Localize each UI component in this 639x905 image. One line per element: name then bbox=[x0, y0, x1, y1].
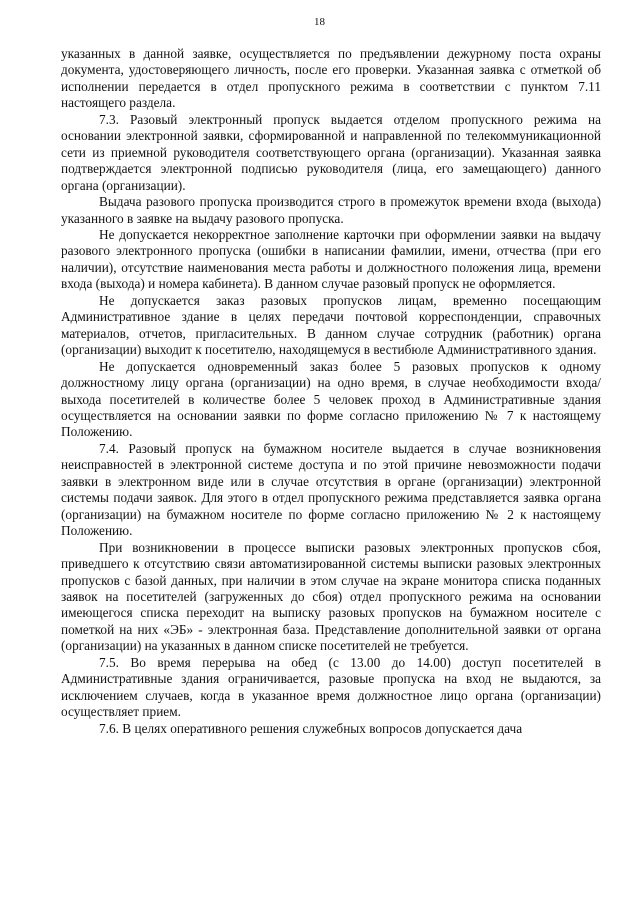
page-number: 18 bbox=[314, 16, 325, 28]
paragraph-7-6: 7.6. В целях оперативного решения служебных вопросов допускается дача bbox=[99, 720, 523, 736]
paragraph-incorrect-card: Не допускается некорректное заполнение карточки при оформлении заявки на выдачу разового электронного пропуска (ошибки в написании фамилии, имени, отчества (при его наличии), отсутствие наименования места работы и должностного положения лица, времени входа (выхода) и номера кабинета). В данном случае разовый пропуск не оформляется. bbox=[61, 226, 601, 292]
paragraph-7-4: 7.4. Разовый пропуск на бумажном носителе выдается в случае возникновения неисправностей в электронной системе доступа и по этой причине невозможности подачи заявки в электронном виде или в случае отсутствия в органе (организации) электронной системы подачи заявок. Для этого в отдел пропускного режима представляется заявка органа (организации) на бумажном носителе по форме согласно приложению № 2 к настоящему Положению. bbox=[61, 440, 601, 539]
paragraph-group-limit: Не допускается одновременный заказ более 5 разовых пропусков к одному должностному лицу органа (организации) на одно время, в случае необходимости входа/выхода посетителей в количестве более 5 человек проход в Административные здания осуществляется на основании заявки по форме согласно приложению № 7 к настоящему Положению. bbox=[61, 358, 601, 440]
paragraph-7-5: 7.5. Во время перерыва на обед (с 13.00 до 14.00) доступ посетителей в Административные здания ограничивается, разовые пропуска на вход не выдаются, за исключением случаев, когда в указанное время должностное лицо органа (организации) осуществляет прием. bbox=[61, 654, 601, 720]
document-body bbox=[61, 46, 601, 737]
paragraph-issuance-time: Выдача разового пропуска производится строго в промежуток времени входа (выхода) указанного в заявке на выдачу разового пропуска. bbox=[61, 194, 601, 226]
paragraph-system-failure: При возникновении в процессе выписки разовых электронных пропусков сбоя, приведшего к отсутствию связи автоматизированной системы выписки разовых электронных пропусков с базой данных, при наличии в этом случае на экране монитора списка поданных заявок на посетителей (загруженных до сбоя) отдел пропускного режима на основании имеющегося списка переходит на выписку разовых пропусков на бумажном носителе с пометкой на них «ЭБ» - электронная база. Представление дополнительной заявки от органа (организации) на указанных в данном списке посетителей не требуется. bbox=[61, 539, 601, 654]
paragraph-continuation: указанных в данной заявке, осуществляется по предъявлении дежурному поста охраны документа, удостоверяющего личность, после его проверки. Указанная заявка с отметкой об исполнении передается в отдел пропускного режима в соответствии с пунктом 7.11 настоящего раздела. bbox=[61, 46, 601, 111]
paragraph-temporary-visitors: Не допускается заказ разовых пропусков лицам, временно посещающим Административное здание в целях передачи почтовой корреспонденции, справочных материалов, отчетов, пригласительных. В данном случае сотрудник (работник) органа (организации) выходит к посетителю, находящемуся в вестибюле Административного здания. bbox=[61, 292, 601, 358]
paragraph-7-3: 7.3. Разовый электронный пропуск выдается отделом пропускного режима на основании электронной заявки, сформированной и направленной по телекоммуникационной сети из приемной руководителя соответствующего органа (организации). Указанная заявка подтверждается электронной подписью руководителя (лица, его замещающего) данного органа (организации). bbox=[61, 111, 601, 193]
